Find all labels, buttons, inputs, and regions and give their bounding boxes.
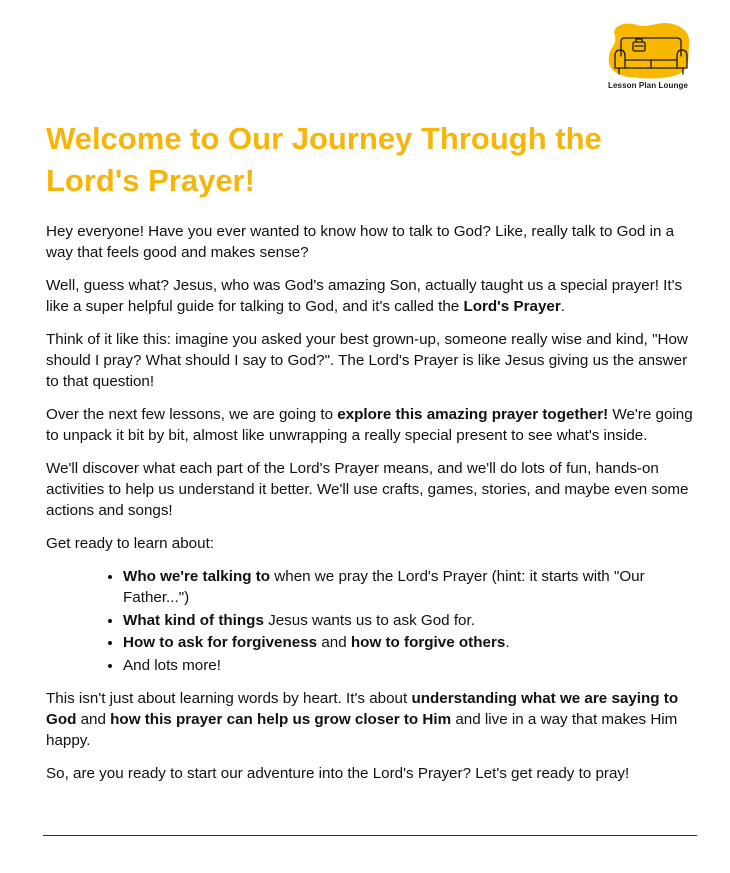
- paragraph-closing: So, are you ready to start our adventure into the Lord's Prayer? Let's get ready to pray!: [46, 764, 630, 782]
- paragraph-intro: Hey everyone! Have you ever wanted to know how to talk to God? Like, really talk to God in a way that feels good and makes sense?: [46, 223, 675, 261]
- document-body: [46, 118, 694, 796]
- paragraph-lords-prayer: Well, guess what? Jesus, who was God's amazing Son, actually taught us a special prayer! It's like a super helpful guide for talking to God, and it's called the Lord's Prayer.: [46, 277, 683, 315]
- page-title: Welcome to Our Journey Through the Lord's Prayer!: [46, 121, 602, 198]
- brand-logo: [603, 22, 693, 94]
- logo-text: Lesson Plan Lounge: [607, 81, 689, 90]
- topics-list: [46, 566, 694, 676]
- list-item: • What kind of things Jesus wants us to ask God for.: [123, 610, 694, 631]
- list-item: • How to ask for forgiveness and how to forgive others.: [123, 632, 694, 653]
- list-item: • And lots more!: [123, 655, 694, 676]
- bold-explore: explore this amazing prayer together!: [337, 406, 609, 423]
- paragraph-activities: We'll discover what each part of the Lord's Prayer means, and we'll do lots of fun, hands-on activities to help us understand it better. We'll use crafts, games, stories, and maybe even some actions and songs!: [46, 460, 689, 519]
- paragraph-think: Think of it like this: imagine you asked your best grown-up, someone really wise and kind, "How should I pray? What should I say to God?". The Lord's Prayer is like Jesus giving us the answer to that question!: [46, 331, 688, 390]
- list-item: • Who we're talking to when we pray the Lord's Prayer (hint: it starts with "Our Father..."): [123, 566, 694, 608]
- paragraph-understanding: This isn't just about learning words by heart. It's about understanding what we are saying to God and how this prayer can help us grow closer to Him and live in a way that makes Him happy.: [46, 689, 679, 749]
- footer-divider: [43, 835, 697, 836]
- sofa-icon: [605, 22, 691, 80]
- paragraph-lessons: Over the next few lessons, we are going to explore this amazing prayer together! We're going to unpack it bit by bit, almost like unwrapping a really special present to see what's inside.: [46, 406, 693, 444]
- paragraph-get-ready: Get ready to learn about:: [46, 535, 215, 552]
- bold-lords-prayer: Lord's Prayer: [463, 298, 561, 315]
